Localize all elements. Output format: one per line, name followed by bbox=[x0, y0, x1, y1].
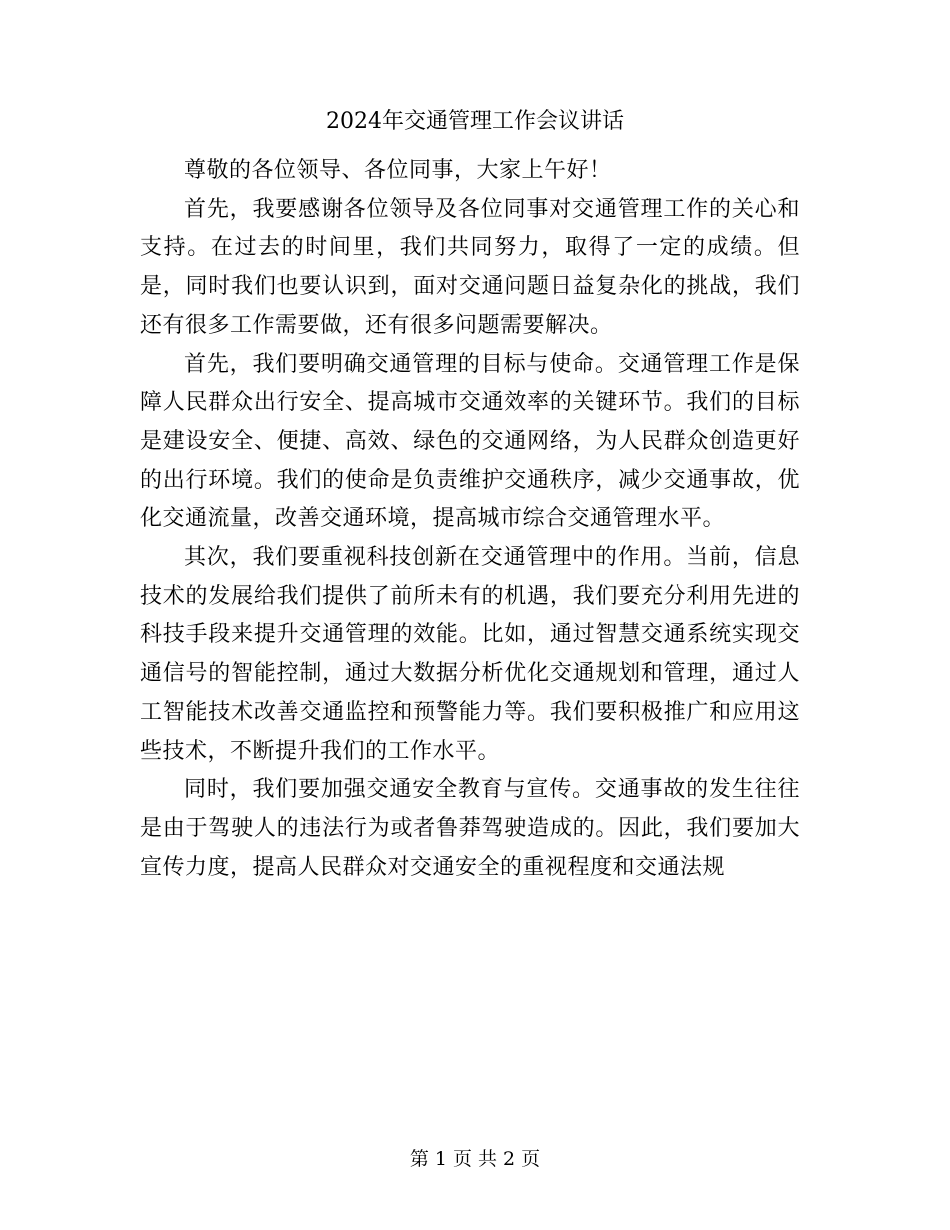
greeting-paragraph: 尊敬的各位领导、各位同事，大家上午好！ bbox=[184, 158, 612, 183]
document-title: 2024年交通管理工作会议讲话 bbox=[326, 109, 624, 134]
body-paragraph: 同时，我们要加强交通安全教育与宣传。交通事故的发生往往是由于驾驶人的违法行为或者鲁莽驾驶造成的。因此，我们要加大宣传力度，提高人民群众对交通安全的重视程度和交通法规 bbox=[140, 777, 800, 880]
body-paragraph: 首先，我们要明确交通管理的目标与使命。交通管理工作是保障人民群众出行安全、提高城市交通效率的关键环节。我们的目标是建设安全、便捷、高效、绿色的交通网络，为人民群众创造更好的出行环境。我们的使命是负责维护交通秩序，减少交通事故，优化交通流量，改善交通环境，提高城市综合交通管理水平。 bbox=[140, 351, 800, 532]
page-number-footer: 第 1 页 共 2 页 bbox=[409, 1148, 541, 1170]
document-body bbox=[140, 152, 800, 887]
body-paragraph: 其次，我们要重视科技创新在交通管理中的作用。当前，信息技术的发展给我们提供了前所未有的机遇，我们要充分利用先进的科技手段来提升交通管理的效能。比如，通过智慧交通系统实现交通信号的智能控制，通过大数据分析优化交通规划和管理，通过人工智能技术改善交通监控和预警能力等。我们要积极推广和应用这些技术，不断提升我们的工作水平。 bbox=[140, 545, 800, 764]
body-paragraph: 首先，我要感谢各位领导及各位同事对交通管理工作的关心和支持。在过去的时间里，我们共同努力，取得了一定的成绩。但是，同时我们也要认识到，面对交通问题日益复杂化的挑战，我们还有很多工作需要做，还有很多问题需要解决。 bbox=[140, 196, 800, 338]
